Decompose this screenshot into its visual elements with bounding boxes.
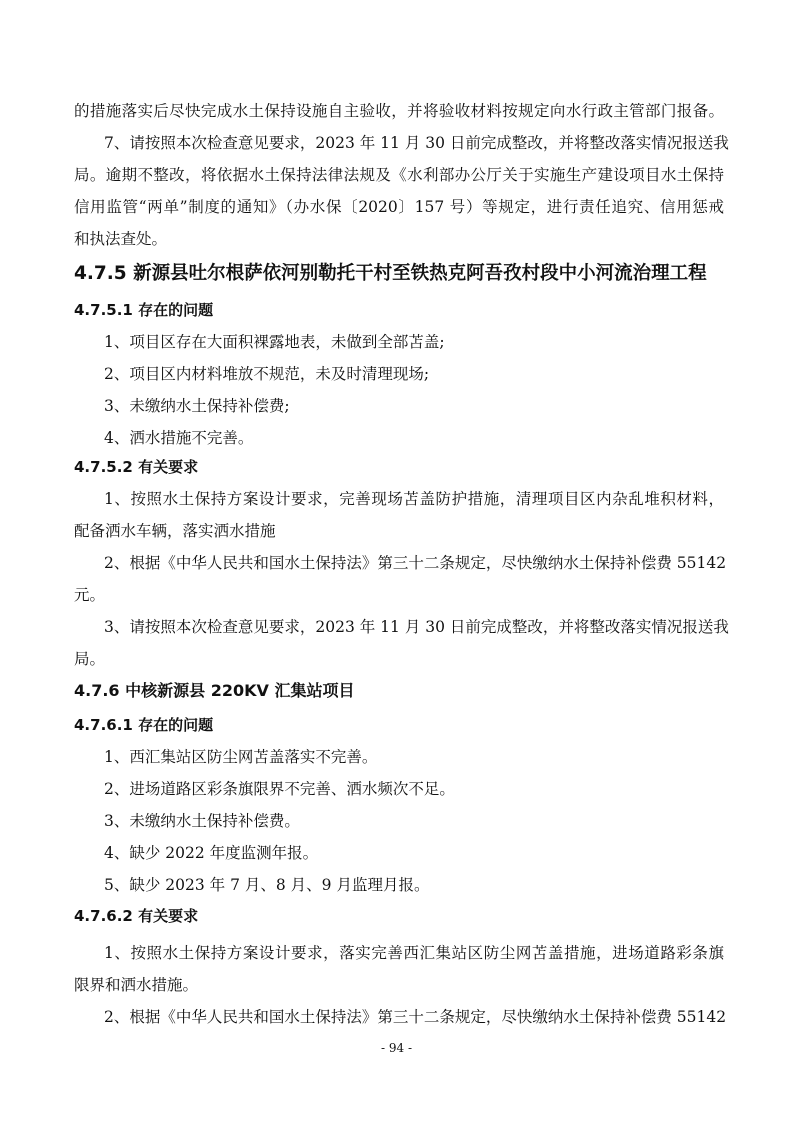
list-item: 2、项目区内材料堆放不规范，未及时清理现场;: [104, 365, 430, 383]
list-item: 4、洒水措施不完善。: [104, 429, 254, 447]
body-text-line: 局。: [74, 650, 106, 668]
subsection-heading-4-7-6-2: 4.7.6.2 有关要求: [74, 907, 199, 925]
section-heading-4-7-6: 4.7.6 中核新源县 220KV 汇集站项目: [74, 681, 355, 700]
list-item: 2、进场道路区彩条旗限界不完善、洒水频次不足。: [104, 780, 455, 798]
subsection-heading-4-7-5-1: 4.7.5.1 存在的问题: [74, 301, 214, 319]
body-text-line: 1、按照水土保持方案设计要求，完善现场苫盖防护措施，清理项目区内杂乱堆积材料，: [104, 490, 724, 508]
body-text-line: 局。逾期不整改，将依据水土保持法律法规及《水利部办公厅关于实施生产建设项目水土保持: [74, 166, 724, 184]
body-text-line: 配备洒水车辆，落实洒水措施: [74, 522, 276, 540]
body-text-line: 2、根据《中华人民共和国水土保持法》第三十二条规定，尽快缴纳水土保持补偿费 55142: [104, 1008, 727, 1026]
subsection-heading-4-7-6-1: 4.7.6.1 存在的问题: [74, 716, 214, 734]
body-text-line: 1、按照水土保持方案设计要求，落实完善西汇集站区防尘网苫盖措施，进场道路彩条旗: [104, 944, 724, 962]
list-item: 5、缺少 2023 年 7 月、8 月、9 月监理月报。: [104, 876, 430, 894]
body-text-line: 信用监管“两单”制度的通知》（办水保〔2020〕157 号）等规定，进行责任追究、信用惩戒: [74, 198, 724, 216]
list-item: 1、项目区存在大面积裸露地表，未做到全部苫盖;: [104, 333, 445, 351]
body-text-line: 7、请按照本次检查意见要求，2023 年 11 月 30 日前完成整改，并将整改落实情况报送我: [104, 134, 729, 152]
body-text-line: 2、根据《中华人民共和国水土保持法》第三十二条规定，尽快缴纳水土保持补偿费 55142: [104, 554, 727, 572]
list-item: 1、西汇集站区防尘网苫盖落实不完善。: [104, 748, 378, 766]
list-item: 3、未缴纳水土保持补偿费;: [104, 397, 290, 415]
subsection-heading-4-7-5-2: 4.7.5.2 有关要求: [74, 458, 199, 476]
section-heading-4-7-5: 4.7.5 新源县吐尔根萨依河别勒托干村至铁热克阿吾孜村段中小河流治理工程: [74, 263, 707, 284]
body-text-line: 和执法查处。: [74, 230, 168, 248]
page-number: - 94 -: [380, 1041, 412, 1055]
body-text-line: 的措施落实后尽快完成水土保持设施自主验收，并将验收材料按规定向水行政主管部门报备。: [74, 102, 724, 120]
list-item: 4、缺少 2022 年度监测年报。: [104, 844, 319, 862]
body-text-line: 3、请按照本次检查意见要求，2023 年 11 月 30 日前完成整改，并将整改落实情况报送我: [104, 618, 729, 636]
body-text-line: 限界和洒水措施。: [74, 976, 199, 994]
list-item: 3、未缴纳水土保持补偿费。: [104, 812, 300, 830]
body-text-line: 元。: [74, 586, 106, 604]
